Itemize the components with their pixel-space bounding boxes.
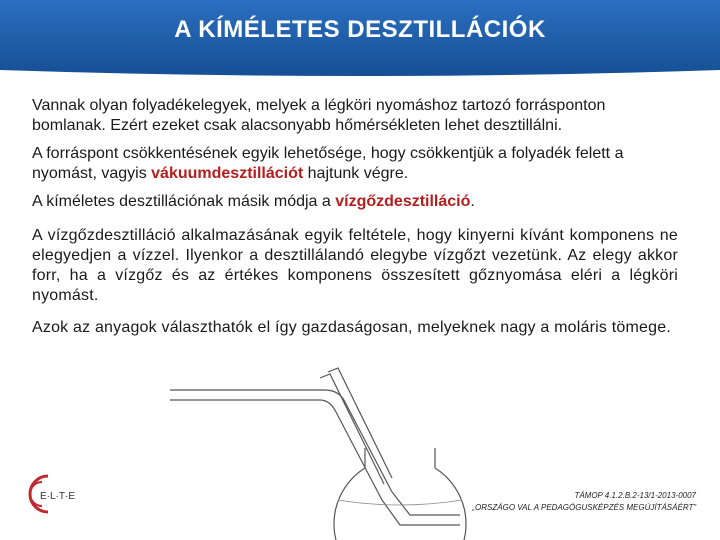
paragraph-5: Azok az anyagok választhatók el így gazdaságosan, melyeknek nagy a moláris tömege. (32, 319, 671, 336)
highlight-vacuum-distillation: vákuumdesztillációt (151, 165, 304, 182)
paragraph-4: A vízgőzdesztilláció alkalmazásának egyik feltétele, hogy kinyerni kívánt komponens ne elegyedjen a vízzel. Ilyenkor a desztillálandó elegybe vízgőzt vezetünk. Az elegy akkor forr, ha a vízgőz és az értékes komponens összesített gőznyomása eléri a légköri nyomást. (32, 227, 678, 304)
footer-credits (472, 490, 696, 514)
slide-body (32, 96, 678, 346)
footer-line-2: „ORSZÁGO VAL A PEDAGÓGUSKÉPZÉS MEGÚJÍTÁSÁÉRT” (472, 503, 696, 512)
elte-logo-text: E·L·T·E (40, 491, 75, 502)
paragraph-2-text-a: A forráspont csökkentésének egyik lehetősége, hogy csökkentjük a folyadék felett a nyomást, vagyis (32, 145, 624, 182)
slide-title: A KÍMÉLETES DESZTILLÁCIÓK (174, 16, 546, 43)
distillation-apparatus-icon (160, 360, 500, 540)
paragraph-2 (32, 144, 678, 184)
elte-logo-icon (12, 470, 92, 523)
highlight-steam-distillation: vízgőzdesztilláció (335, 193, 471, 210)
paragraph-3-text-b: . (470, 193, 475, 210)
paragraph-2-text-b: hajtunk végre. (303, 165, 409, 182)
footer-line-1: TÁMOP 4.1.2.B.2-13/1-2013-0007 (574, 491, 696, 500)
elte-logo-mark (12, 470, 92, 518)
paragraph-3-text-a: A kíméletes desztillációnak másik módja a (32, 193, 336, 210)
paragraph-3 (32, 192, 678, 212)
header-bar (0, 0, 720, 78)
paragraph-1: Vannak olyan folyadékelegyek, melyek a légköri nyomáshoz tartozó forrásponton bomlanak. Ezért ezeket csak alacsonyabb hőmérsékleten lehet desztillálni. (32, 97, 606, 134)
